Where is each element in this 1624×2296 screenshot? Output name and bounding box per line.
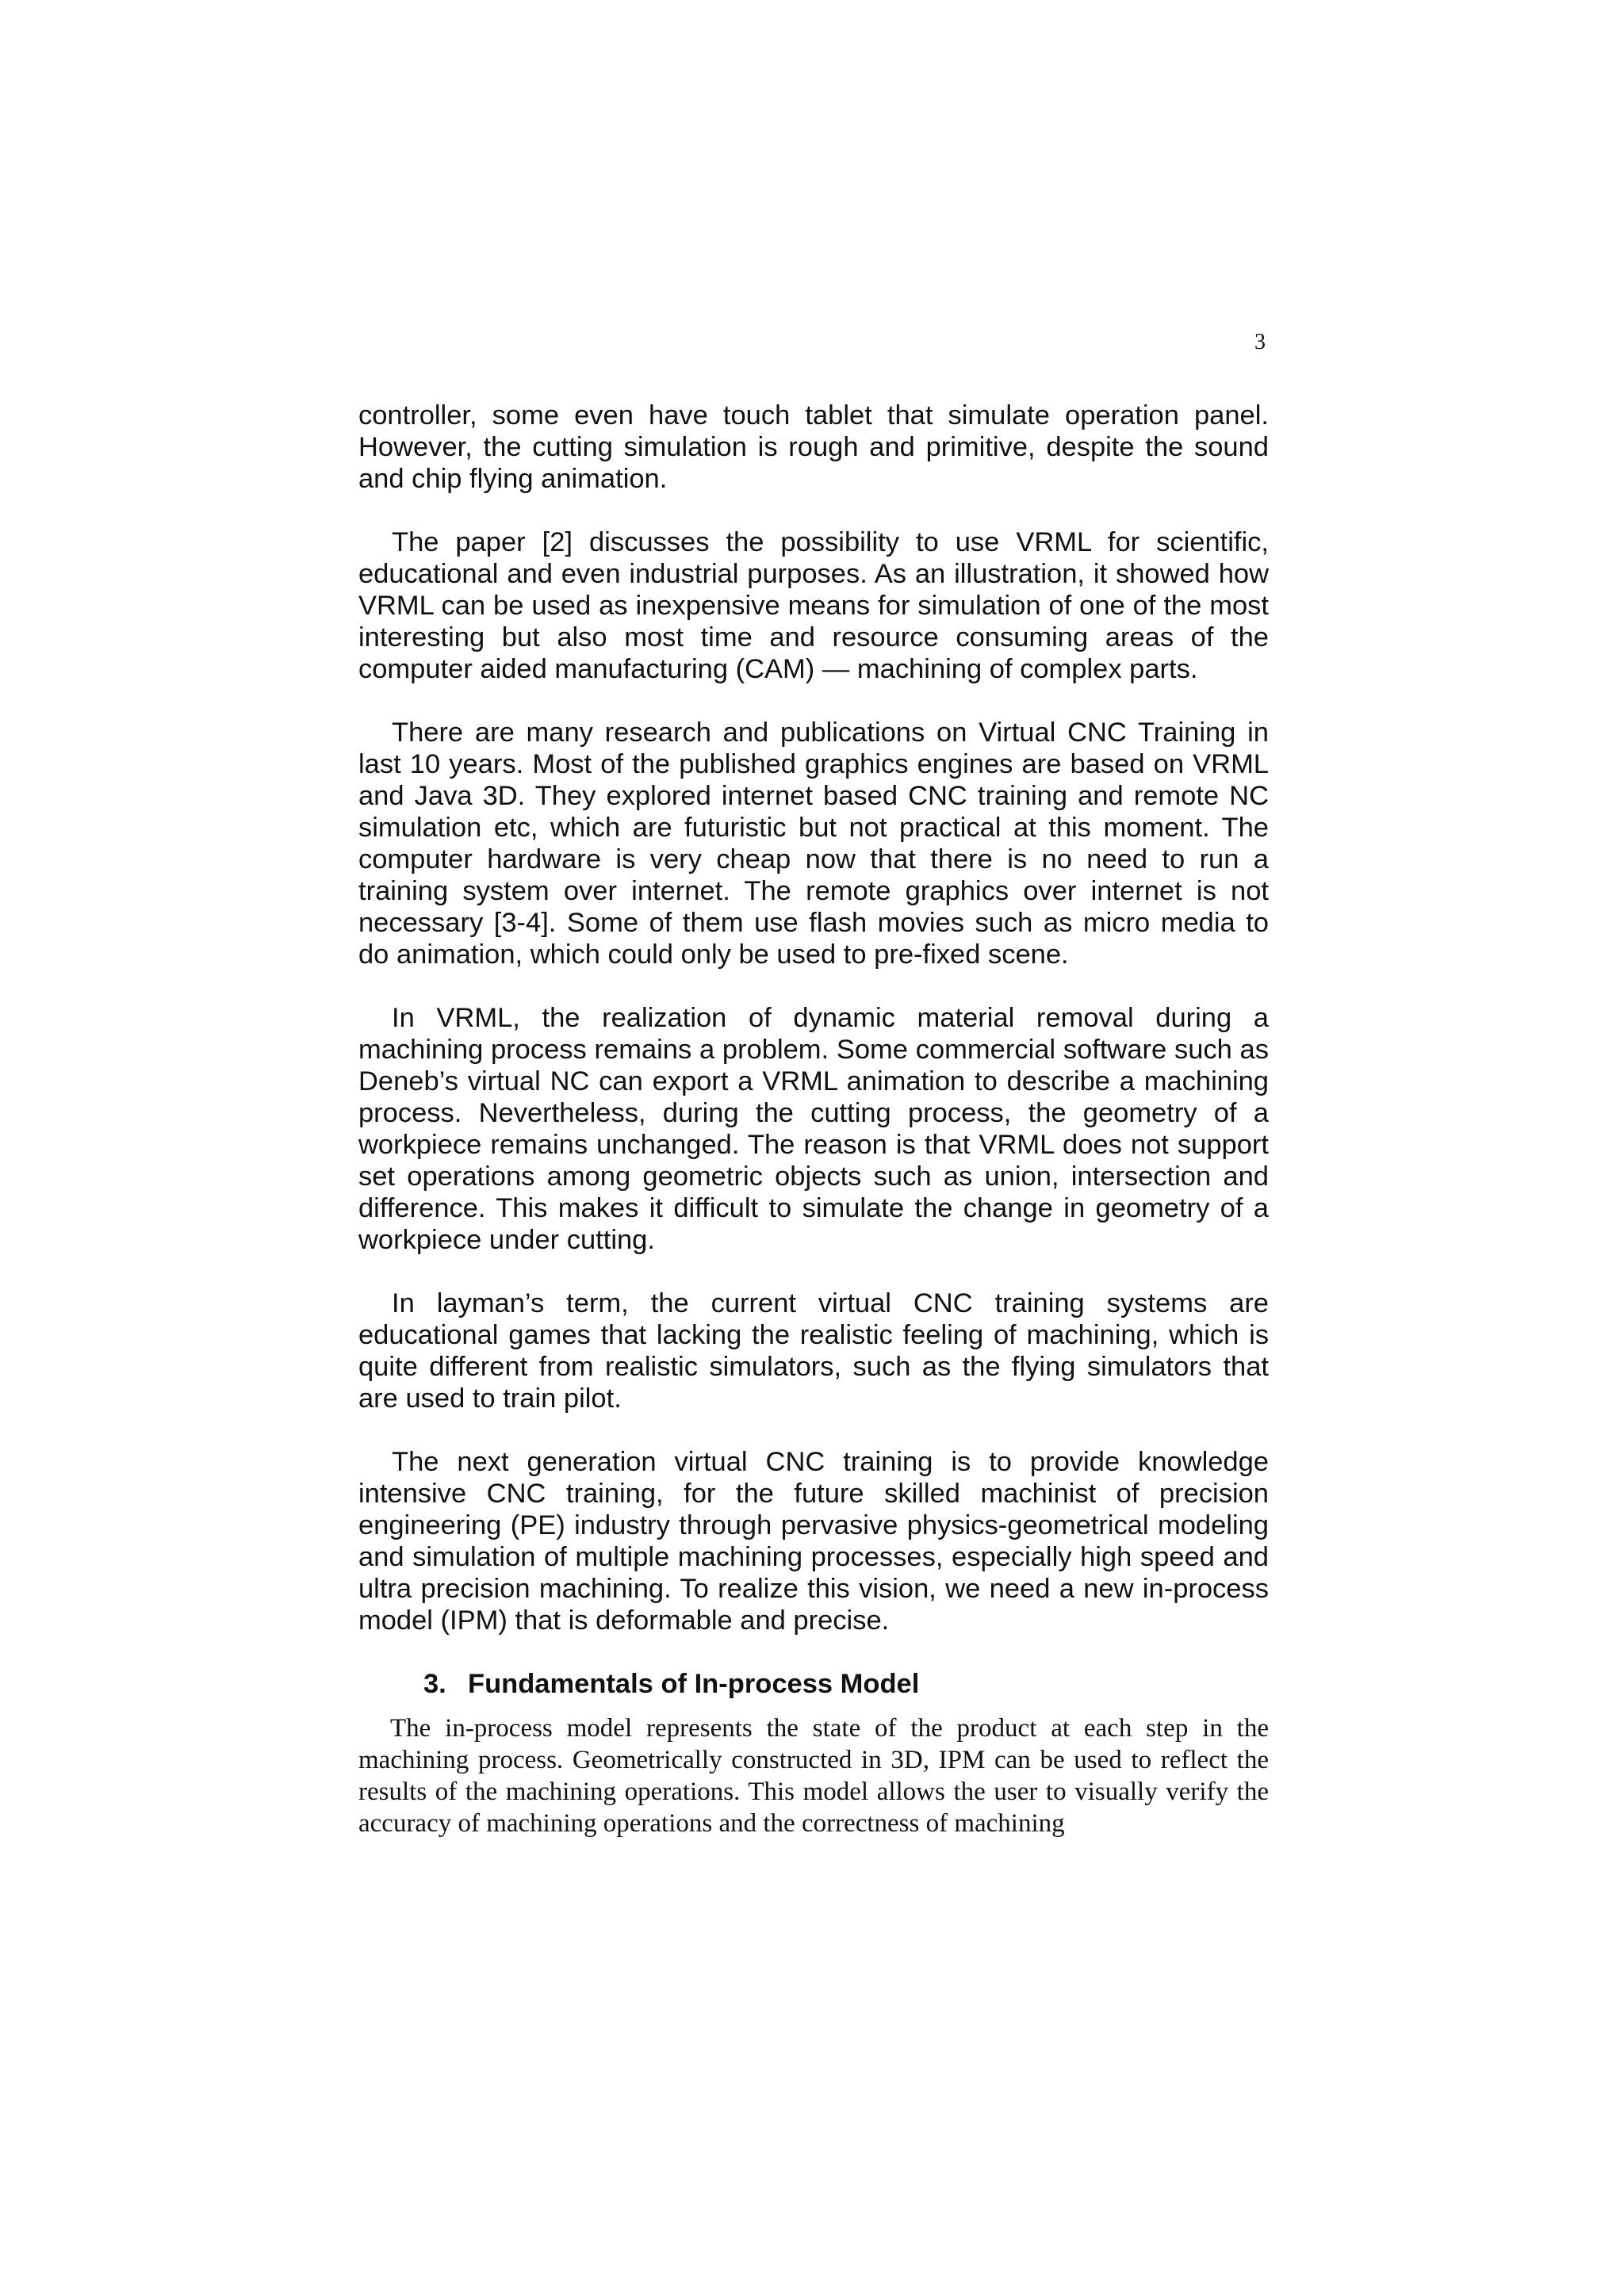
- section-title: Fundamentals of In-process Model: [468, 1669, 920, 1699]
- paragraph-vrml-paper: The paper [2] discusses the possibility to use VRML for scientific, educational and even industrial purposes. As an illustration, it showed how VRML can be used as inexpensive means for simulation of one of the most interesting but also most time and resource consuming areas of the computer aided manufacturing (CAM) — machining of complex parts.: [358, 527, 1269, 684]
- paragraph-next-generation: The next generation virtual CNC training is to provide knowledge intensive CNC training, for the future skilled machinist of precision engineering (PE) industry through pervasive physics-geometrical modeling and simulation of multiple machining processes, especially high speed and ultra precision machining. To realize this vision, we need a new in-process model (IPM) that is deformable and precise.: [358, 1447, 1269, 1636]
- page-number: 3: [1254, 330, 1266, 354]
- body-text: [358, 400, 1269, 1839]
- section-heading: [358, 1668, 1269, 1700]
- paragraph-continuation: controller, some even have touch tablet that simulate operation panel. However, the cutting simulation is rough and primitive, despite the sound and chip flying animation.: [358, 400, 1269, 494]
- paragraph-research-publications: There are many research and publications on Virtual CNC Training in last 10 years. Most of the published graphics engines are based on VRML and Java 3D. They explored internet based CNC training and remote NC simulation etc, which are futuristic but not practical at this moment. The computer hardware is very cheap now that there is no need to run a training system over internet. The remote graphics over internet is not necessary [3-4]. Some of them use flash movies such as micro media to do animation, which could only be used to pre-fixed scene.: [358, 718, 1269, 970]
- paragraph-vrml-material-removal: In VRML, the realization of dynamic material removal during a machining process remains a problem. Some commercial software such as Deneb’s virtual NC can export a VRML animation to describe a machining process. Nevertheless, during the cutting process, the geometry of a workpiece remains unchanged. The reason is that VRML does not support set operations among geometric objects such as union, intersection and difference. This makes it difficult to simulate the change in geometry of a workpiece under cutting.: [358, 1003, 1269, 1255]
- paragraph-layman-term: In layman’s term, the current virtual CNC training systems are educational games that lacking the realistic feeling of machining, which is quite different from realistic simulators, such as the flying simulators that are used to train pilot.: [358, 1288, 1269, 1414]
- section-number: 3.: [423, 1669, 446, 1699]
- paragraph-in-process-model: The in-process model represents the state of the product at each step in the machining process. Geometrically constructed in 3D, IPM can be used to reflect the results of the machining operations. This model allows the user to visually verify the accuracy of machining operations and the correctness of machining: [358, 1714, 1269, 1838]
